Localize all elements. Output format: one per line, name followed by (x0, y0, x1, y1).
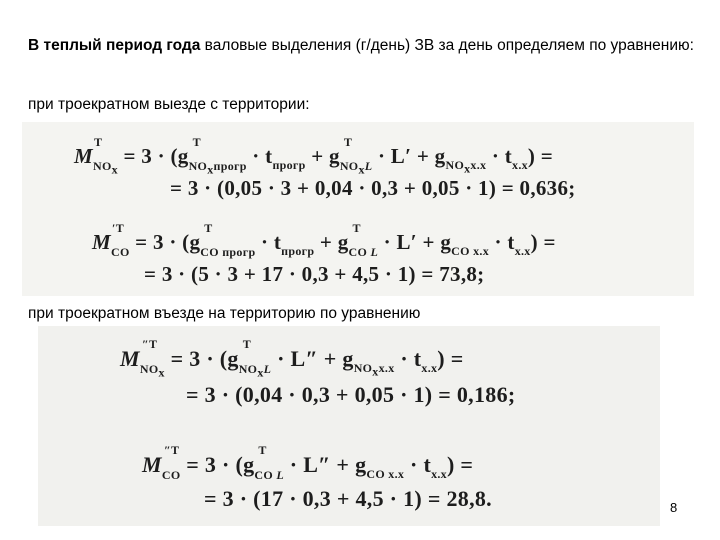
equation-nox-exit-line1: M T $_{NO_x}$ = 3 · (g T $_{NO_xпрогр} \cdot t_{прогр} + g$ T $_{NO_xL} \cdot L' + g_{NO_xx.x} \cdot t_{x.x}$) = (74, 135, 554, 177)
equation-nox-entry-line2: = 3 · (0,04 · 0,3 + 0,05 · 1) = 0,186; (186, 382, 516, 407)
equation-co-entry-line1: M ″T $_{CO}$ = 3 · (g T $_{CO L} \cdot L'' + g_{CO x.x} \cdot t_{x.x}$) = (142, 443, 474, 482)
warm-period-text: валовые выделения (г/день) ЗВ за день определяем по уравнению: (200, 37, 694, 54)
equation-co-exit-line1: M ′T $_{CO}$ = 3 · (g T $_{CO прогр} \cdot t_{прогр} + g$ T $_{CO L} \cdot L' + g_{CO x.x} \cdot t_{x.x}$) = (92, 221, 556, 259)
equation-co-entry-line2: = 3 · (17 · 0,3 + 4,5 · 1) = 28,8. (204, 486, 492, 511)
equation-nox-exit-line2: = 3 · (0,05 · 3 + 0,04 · 0,3 + 0,05 · 1) = 0,636; (170, 176, 576, 200)
paragraph-warm-period (28, 34, 696, 58)
equation-co-exit-line2: = 3 · (5 · 3 + 17 · 0,3 + 4,5 · 1) = 73,8; (144, 262, 485, 286)
paragraph-exit-case: при троекратном выезде с территории: (28, 96, 310, 113)
warm-period-heading: В теплый период года (28, 37, 201, 54)
equation-block-entry (38, 326, 660, 526)
equation-block-exit (22, 122, 694, 296)
page-number: 8 (670, 500, 678, 515)
paragraph-entry-case: при троекратном въезде на территорию по уравнению (28, 305, 421, 322)
equation-nox-entry-line1: M ″T $_{NO_x}$ = 3 · (g T $_{NO_xL} \cdot L'' + g_{NO_xx.x} \cdot t_{x.x}$) = (120, 337, 464, 380)
